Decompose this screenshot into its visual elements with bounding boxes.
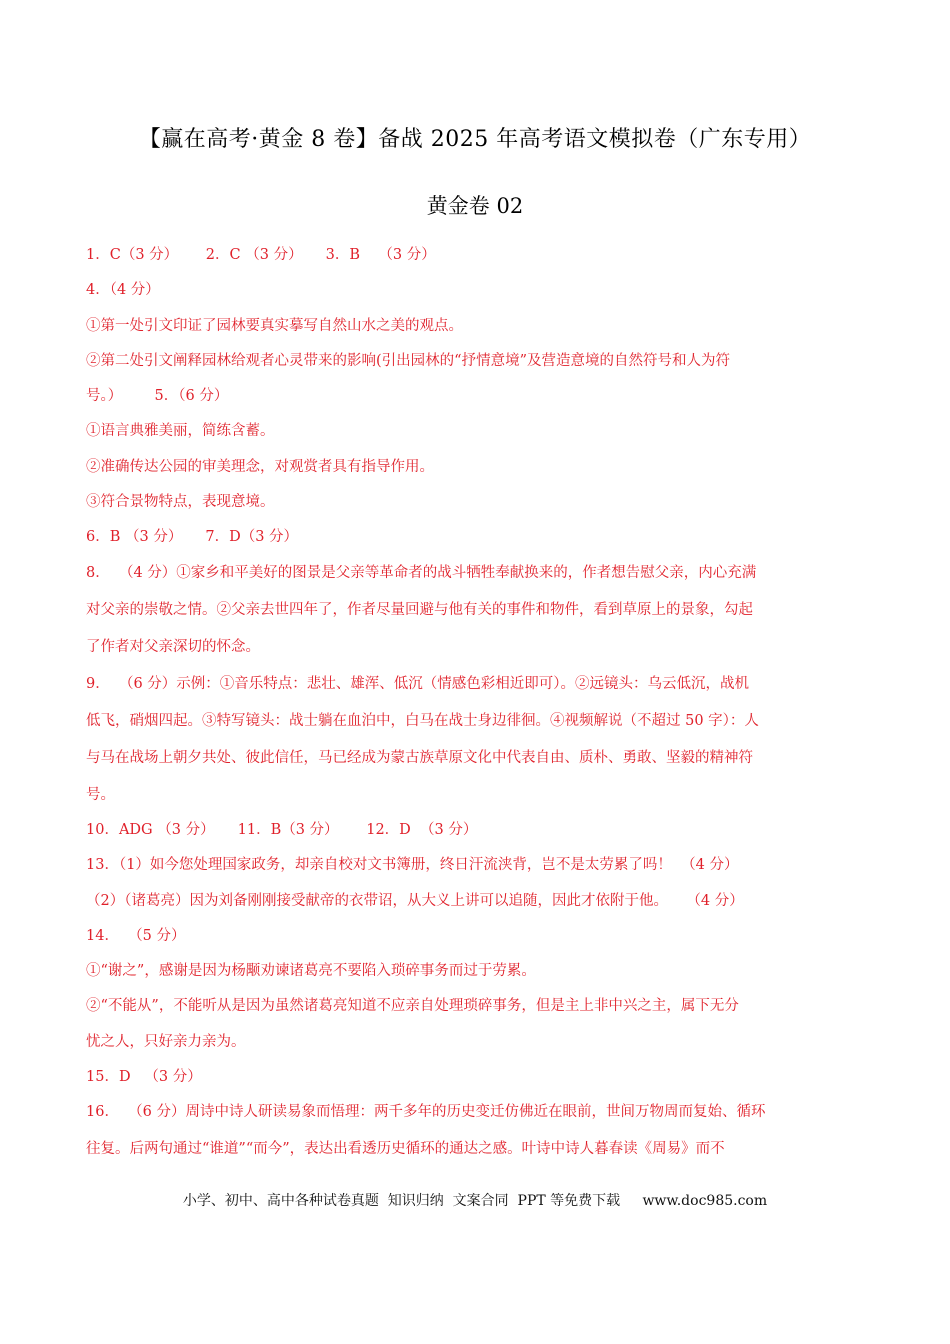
answer-line: 16． （6 分）周诗中诗人研读易象而悟理：两千多年的历史变迁仿佛近在眼前，世间万物周而复始、循环 bbox=[86, 1104, 766, 1121]
answer-line: 8． （4 分）①家乡和平美好的图景是父亲等革命者的战斗牺牲奉献换来的，作者想告慰父亲，内心充满 bbox=[86, 564, 757, 581]
answer-line: 1．C（3 分） 2．C （3 分） 3．B （3 分） bbox=[86, 247, 436, 263]
answer-line: 14． （5 分） bbox=[86, 927, 186, 944]
answer-line: 对父亲的崇敬之情。②父亲去世四年了，作者尽量回避与他有关的事件和物件，看到草原上的景象，勾起 bbox=[86, 601, 753, 618]
answer-line: 了作者对父亲深切的怀念。 bbox=[86, 638, 260, 655]
answer-list bbox=[86, 241, 866, 1172]
answer-line: 13．（1）如今您处理国家政务，却亲自校对文书簿册，终日汗流浃背，岂不是太劳累了吗！ （4 分） bbox=[86, 857, 739, 874]
answer-line: 6．B （3 分） 7．D（3 分） bbox=[86, 529, 299, 546]
answer-line: ②第二处引文阐释园林给观者心灵带来的影响(引出园林的“抒情意境”及营造意境的自然符号和人为符 bbox=[86, 352, 730, 369]
answer-line: 低飞，硝烟四起。③特写镜头：战士躺在血泊中，白马在战士身边徘徊。④视频解说（不超过 50 字）：人 bbox=[86, 712, 759, 729]
answer-line: ③符合景物特点，表现意境。 bbox=[86, 494, 275, 511]
answer-line: （2）（诸葛亮）因为刘备刚刚接受献帝的衣带诏，从大义上讲可以追随，因此才依附于他。 （4 分） bbox=[86, 892, 744, 909]
answer-line: 15．D （3 分） bbox=[86, 1069, 202, 1086]
answer-line: ②准确传达公园的审美理念，对观赏者具有指导作用。 bbox=[86, 458, 434, 475]
answer-line: 号。） 5．（6 分） bbox=[86, 388, 229, 405]
answer-line: 号。 bbox=[86, 786, 115, 803]
answer-line: ①“谢之”，感谢是因为杨颙劝谏诸葛亮不要陷入琐碎事务而过于劳累。 bbox=[86, 963, 536, 980]
answer-line: ①语言典雅美丽，简练含蓄。 bbox=[86, 423, 275, 440]
page-subtitle: 黄金卷 02 bbox=[426, 194, 524, 218]
answer-line: 与马在战场上朝夕共处、彼此信任，马已经成为蒙古族草原文化中代表自由、质朴、勇敢、坚毅的精神符 bbox=[86, 749, 753, 766]
page-title: 【赢在高考·黄金 8 卷】备战 2025 年高考语文模拟卷（广东专用） bbox=[138, 127, 812, 152]
answer-line: ①第一处引文印证了园林要真实摹写自然山水之美的观点。 bbox=[86, 317, 463, 334]
answer-line: 忧之人，只好亲力亲为。 bbox=[86, 1033, 246, 1050]
page-footer: 小学、初中、高中各种试卷真题 知识归纳 文案合同 PPT 等免费下载 www.doc985.com bbox=[182, 1193, 768, 1209]
answer-line: 9． （6 分）示例：①音乐特点：悲壮、雄浑、低沉（情感色彩相近即可）。②远镜头：乌云低沉，战机 bbox=[86, 675, 750, 692]
answer-line: 往复。后两句通过“谁道”“而今”，表达出看透历史循环的通达之感。叶诗中诗人暮春读《周易》而不 bbox=[86, 1141, 725, 1158]
answer-line: 4．（4 分） bbox=[86, 282, 160, 299]
answer-line: ②“不能从”，不能听从是因为虽然诸葛亮知道不应亲自处理琐碎事务，但是主上非中兴之主，属下无分 bbox=[86, 998, 739, 1015]
answer-line: 10．ADG （3 分） 11．B（3 分） 12．D （3 分） bbox=[86, 821, 478, 838]
